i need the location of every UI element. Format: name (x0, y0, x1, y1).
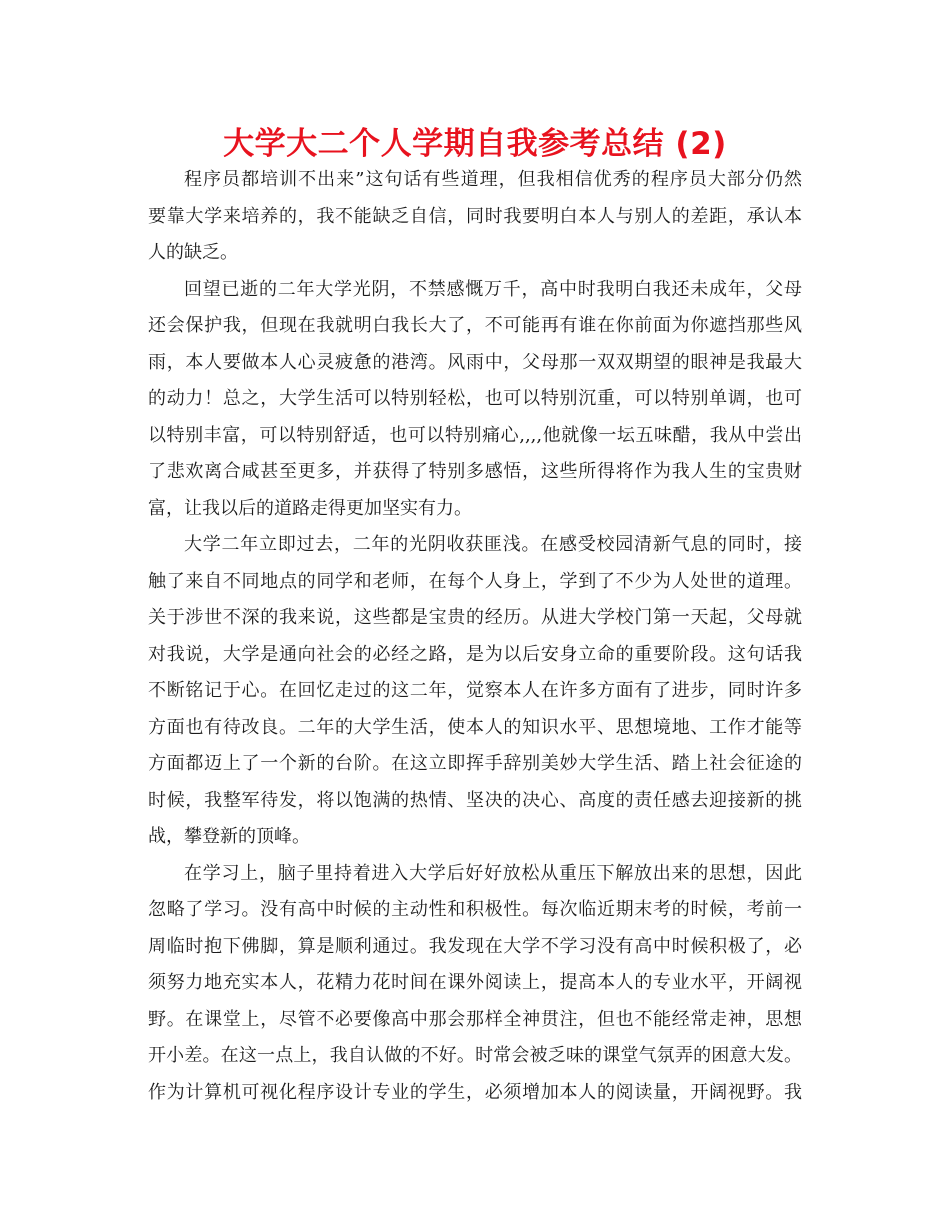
text-line: 触了来自不同地点的同学和老师，在每个人身上，学到了不少为人处世的道理。 (148, 570, 802, 592)
text-line: 须努力地充实本人，花精力花时间在课外阅读上，提高本人的专业水平，开阔视 (148, 972, 802, 993)
text-line: 回望已逝的二年大学光阴，不禁感慨万千，高中时我明白我还未成年，父母 (184, 278, 802, 300)
paragraph-1 (148, 162, 802, 272)
text-line: 周临时抱下佛脚，算是顺利通过。我发现在大学不学习没有高中时候积极了，必 (148, 935, 802, 957)
text-line: 战，攀登新的顶峰。 (148, 826, 310, 847)
text-line: 忽略了学习。没有高中时候的主动性和积极性。每次临近期末考的时候，考前一 (148, 899, 802, 920)
paragraph-4 (148, 856, 802, 1112)
text-line: 开小差。在这一点上，我自认做的不好。时常会被乏味的课堂气氛弄的困意大发。 (148, 1045, 802, 1066)
paragraph-2 (148, 272, 802, 528)
text-line: 野。在课堂上，尽管不必要像高中那会那样全神贯注，但也不能经常走神，思想 (148, 1008, 802, 1030)
text-line: 程序员都培训不出来”这句话有些道理，但我相信优秀的程序员大部分仍然 (184, 169, 802, 190)
text-line: 方面都迈上了一个新的台阶。在这立即挥手辞别美妙大学生活、踏上社会征途的 (148, 753, 802, 774)
text-line: 大学二年立即过去，二年的光阴收获匪浅。在感受校园清新气息的同时，接 (184, 534, 802, 555)
text-line: 还会保护我，但现在我就明白我长大了，不可能再有谁在你前面为你遮挡那些风 (148, 315, 802, 336)
document-body (148, 162, 802, 1111)
text-line: 了悲欢离合咸甚至更多，并获得了特别多感悟，这些所得将作为我人生的宝贵财 (148, 461, 802, 482)
text-line: 不断铭记于心。在回忆走过的这二年，觉察本人在许多方面有了进步，同时许多 (148, 680, 802, 701)
text-line: 雨，本人要做本人心灵疲惫的港湾。风雨中，父母那一双双期望的眼神是我最大 (148, 351, 802, 373)
text-line: 方面也有待改良。二年的大学生活，使本人的知识水平、思想境地、工作才能等 (148, 716, 802, 738)
text-line: 人的缺乏。 (148, 242, 238, 263)
text-line: 要靠大学来培养的，我不能缺乏自信，同时我要明白本人与别人的差距，承认本 (148, 205, 802, 227)
text-line: 作为计算机可视化程序设计专业的学生，必须增加本人的阅读量，开阔视野。我 (148, 1081, 802, 1103)
text-line: 的动力！总之，大学生活可以特别轻松，也可以特别沉重，可以特别单调，也可 (148, 388, 802, 409)
document-title: 大学大二个人学期自我参考总结 (2) (223, 126, 727, 162)
paragraph-3 (148, 527, 802, 856)
text-line: 富，让我以后的道路走得更加坚实有力。 (148, 497, 472, 519)
text-line: 在学习上，脑子里持着进入大学后好好放松从重压下解放出来的思想，因此 (184, 862, 802, 884)
text-line: 关于涉世不深的我来说，这些都是宝贵的经历。从进大学校门第一天起，父母就 (148, 607, 802, 628)
text-line: 时候，我整军待发，将以饱满的热情、坚决的决心、高度的责任感去迎接新的挑 (148, 789, 802, 811)
text-line: 对我说，大学是通向社会的必经之路，是为以后安身立命的重要阶段。这句话我 (148, 643, 802, 665)
text-line: 以特别丰富，可以特别舒适，也可以特别痛心,,,,他就像一坛五味醋，我从中尝出 (148, 424, 802, 446)
